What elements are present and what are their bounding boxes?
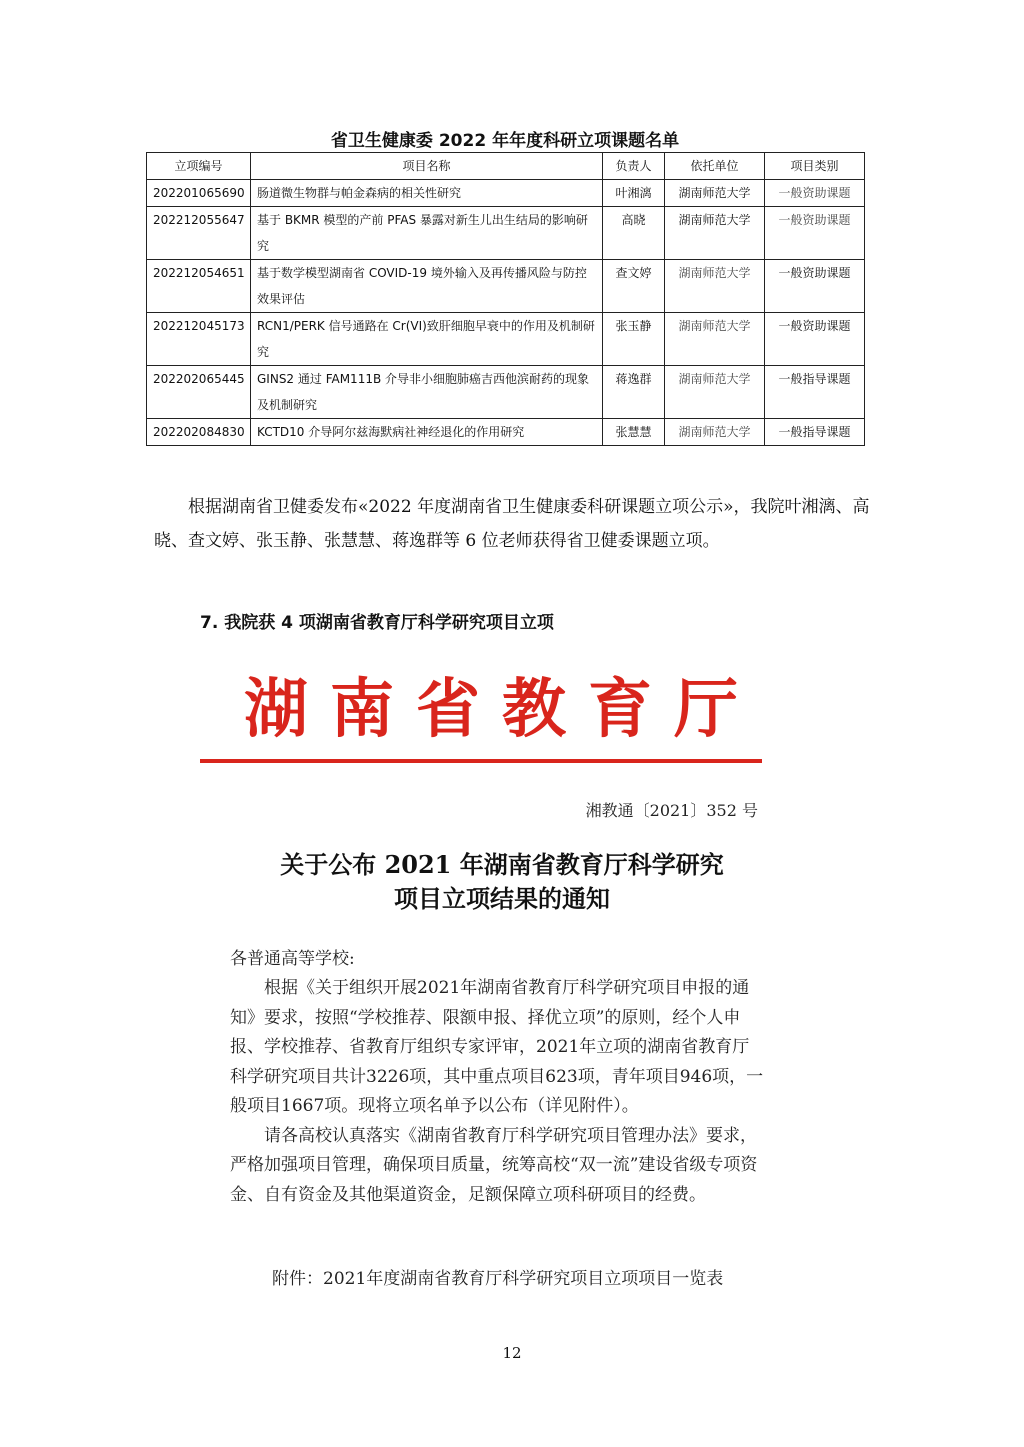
- notice-paragraph-1: 根据《关于组织开展2021年湖南省教育厅科学研究项目申报的通知》要求，按照“学校推荐、限额申报、择优立项”的原则，经个人申报、学校推荐、省教育厅组织专家评审，2021年立项的湖南省教育厅科学研究项目共计3226项，其中重点项目623项，青年项目946项，一般项目1667项。现将立项名单予以公布（详见附件）。: [230, 978, 764, 1116]
- cell-id: 202212045173: [147, 313, 251, 366]
- table-row: [147, 180, 865, 207]
- cell-institution: 湖南师范大学: [665, 207, 765, 260]
- cell-category: 一般资助课题: [765, 313, 865, 366]
- letterhead-red-rule: [200, 759, 762, 763]
- notice-attachment: 附件：2021年度湖南省教育厅科学研究项目立项项目一览表: [272, 1269, 724, 1289]
- notice-paragraph-2: 请各高校认真落实《湖南省教育厅科学研究项目管理办法》要求，严格加强项目管理，确保项目质量，统筹高校“双一流”建设省级专项资金、自有资金及其他渠道资金，足额保障立项科研项目的经费。: [230, 1125, 758, 1205]
- cell-id: 202202084830: [147, 419, 251, 446]
- cell-lead: 张慧慧: [603, 419, 665, 446]
- cell-lead: 蒋逸群: [603, 366, 665, 419]
- notice-title: [222, 848, 782, 916]
- notice-image: [222, 660, 782, 1300]
- cell-category: 一般资助课题: [765, 260, 865, 313]
- cell-category: 一般指导课题: [765, 419, 865, 446]
- cell-lead: 高晓: [603, 207, 665, 260]
- cell-project-name: 基于 BKMR 模型的产前 PFAS 暴露对新生儿出生结局的影响研究: [251, 207, 603, 260]
- page-number: 12: [502, 1344, 522, 1362]
- header-lead: 负责人: [603, 153, 665, 180]
- table-row: [147, 366, 865, 419]
- notice-salutation: 各普通高等学校:: [230, 949, 355, 969]
- cell-institution: 湖南师范大学: [665, 313, 765, 366]
- cell-category: 一般资助课题: [765, 207, 865, 260]
- table-row: [147, 419, 865, 446]
- cell-institution: 湖南师范大学: [665, 180, 765, 207]
- cell-institution: 湖南师范大学: [665, 260, 765, 313]
- document-number: 湘教通〔2021〕352 号: [585, 801, 758, 820]
- cell-project-name: RCN1/PERK 信号通路在 Cr(VI)致肝细胞早衰中的作用及机制研究: [251, 313, 603, 366]
- notice-title-line-1: 关于公布 2021 年湖南省教育厅科学研究: [280, 850, 724, 879]
- header-id: 立项编号: [147, 153, 251, 180]
- header-category: 项目类别: [765, 153, 865, 180]
- cell-project-name: GINS2 通过 FAM111B 介导非小细胞肺癌吉西他滨耐药的现象及机制研究: [251, 366, 603, 419]
- cell-id: 202202065445: [147, 366, 251, 419]
- table-row: [147, 207, 865, 260]
- section-heading: 7. 我院获 4 项湖南省教育厅科学研究项目立项: [200, 613, 554, 633]
- cell-lead: 查文婷: [603, 260, 665, 313]
- header-project-name: 项目名称: [251, 153, 603, 180]
- notice-body: [230, 974, 766, 1210]
- cell-institution: 湖南师范大学: [665, 366, 765, 419]
- cell-category: 一般指导课题: [765, 366, 865, 419]
- cell-lead: 叶湘漓: [603, 180, 665, 207]
- cell-institution: 湖南师范大学: [665, 419, 765, 446]
- cell-category: 一般资助课题: [765, 180, 865, 207]
- table-title: 省卫生健康委 2022 年年度科研立项课题名单: [330, 131, 680, 151]
- cell-project-name: KCTD10 介导阿尔兹海默病社神经退化的作用研究: [251, 419, 603, 446]
- cell-id: 202212054651: [147, 260, 251, 313]
- cell-project-name: 肠道微生物群与帕金森病的相关性研究: [251, 180, 603, 207]
- notice-title-line-2: 项目立项结果的通知: [394, 884, 610, 913]
- table-header-row: [147, 153, 865, 180]
- department-letterhead: 湖南省教育厅: [244, 672, 760, 747]
- cell-project-name: 基于数学模型湖南省 COVID-19 境外输入及再传播风险与防控效果评估: [251, 260, 603, 313]
- table-row: [147, 313, 865, 366]
- table-row: [147, 260, 865, 313]
- cell-id: 202212055647: [147, 207, 251, 260]
- cell-id: 202201065690: [147, 180, 251, 207]
- cell-lead: 张玉静: [603, 313, 665, 366]
- grant-table: [146, 152, 865, 446]
- header-institution: 依托单位: [665, 153, 765, 180]
- body-paragraph: 根据湖南省卫健委发布«2022 年度湖南省卫生健康委科研课题立项公示»，我院叶湘漓、高晓、查文婷、张玉静、张慧慧、蒋逸群等 6 位老师获得省卫健委课题立项。: [154, 497, 870, 551]
